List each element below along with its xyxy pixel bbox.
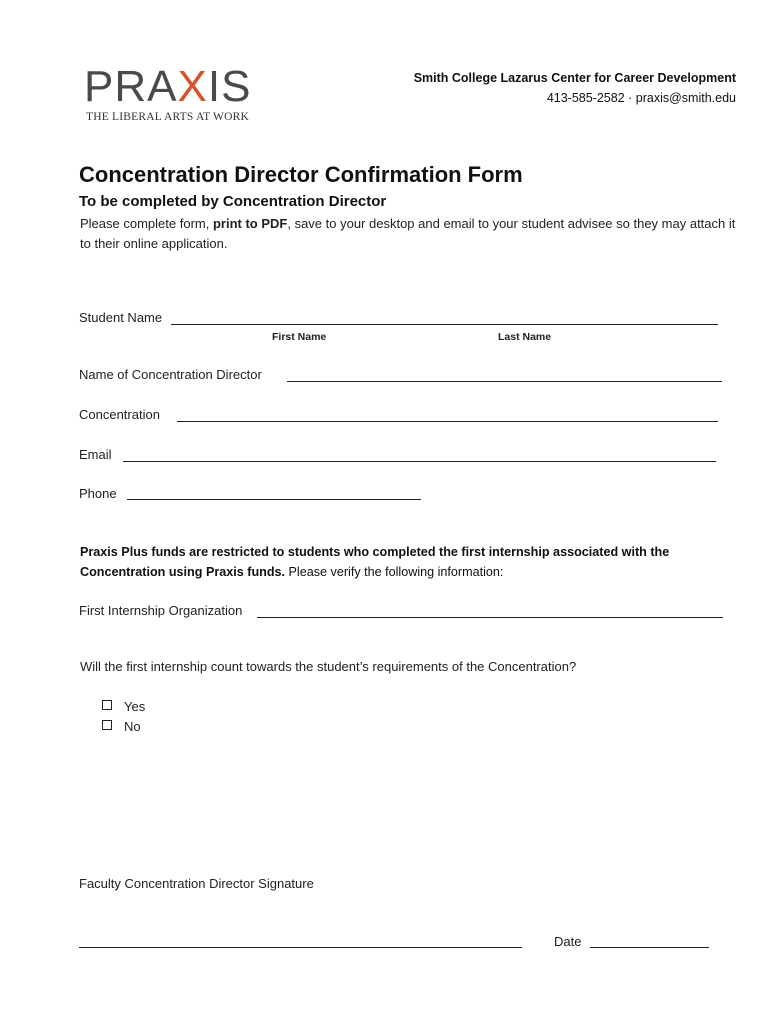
phone-label: Phone bbox=[79, 486, 117, 501]
option-no[interactable] bbox=[102, 719, 141, 734]
form-instructions bbox=[80, 214, 740, 254]
logo-word-suffix: IS bbox=[207, 62, 252, 111]
checkbox-yes[interactable] bbox=[102, 700, 112, 710]
org-block bbox=[414, 68, 736, 108]
org-name: Smith College Lazarus Center for Career Development bbox=[413, 71, 736, 85]
logo-wordmark bbox=[84, 64, 251, 110]
internship-org-field[interactable] bbox=[257, 617, 723, 618]
org-contact: 413-585-2582 · praxis@smith.edu bbox=[546, 91, 736, 105]
logo-word-x: X bbox=[177, 62, 208, 111]
director-name-field[interactable] bbox=[287, 381, 722, 382]
instructions-text-2: , save to your desktop and email to your student advisee so they may attach it to their online application. bbox=[80, 216, 736, 251]
form-subtitle: To be completed by Concentration Director bbox=[79, 193, 387, 210]
email-label: Email bbox=[79, 447, 112, 462]
form-title: Concentration Director Confirmation Form bbox=[79, 162, 523, 187]
praxis-logo bbox=[84, 64, 262, 128]
notice-bold-text: Praxis Plus funds are restricted to students who completed the first internship associated with the Concentration using Praxis funds. bbox=[80, 545, 670, 579]
last-name-label: Last Name bbox=[498, 331, 552, 343]
phone-field[interactable] bbox=[127, 499, 421, 500]
student-name-field[interactable] bbox=[171, 324, 718, 325]
date-label: Date bbox=[554, 934, 582, 949]
notice-normal-text: Please verify the following information: bbox=[285, 565, 504, 579]
instructions-bold: print to PDF bbox=[212, 216, 288, 231]
student-name-label: Student Name bbox=[79, 310, 163, 325]
date-field[interactable] bbox=[590, 947, 709, 948]
logo-tagline: THE LIBERAL ARTS AT WORK bbox=[86, 111, 249, 123]
director-name-label: Name of Concentration Director bbox=[79, 367, 262, 382]
signature-label: Faculty Concentration Director Signature bbox=[79, 876, 314, 891]
praxis-plus-notice bbox=[80, 542, 740, 582]
email-field[interactable] bbox=[123, 461, 716, 462]
option-no-label: No bbox=[124, 719, 141, 734]
internship-question: Will the first internship count towards the student’s requirements of the Concentration? bbox=[80, 659, 577, 674]
first-name-label: First Name bbox=[272, 331, 327, 343]
instructions-text-1: Please complete form, bbox=[80, 216, 213, 231]
option-yes[interactable] bbox=[102, 699, 145, 714]
concentration-label: Concentration bbox=[79, 407, 160, 422]
checkbox-no[interactable] bbox=[102, 720, 112, 730]
concentration-field[interactable] bbox=[177, 421, 718, 422]
internship-org-label: First Internship Organization bbox=[79, 603, 243, 618]
logo-word-prefix: PRA bbox=[84, 62, 178, 111]
signature-field[interactable] bbox=[79, 947, 522, 948]
option-yes-label: Yes bbox=[124, 699, 146, 714]
